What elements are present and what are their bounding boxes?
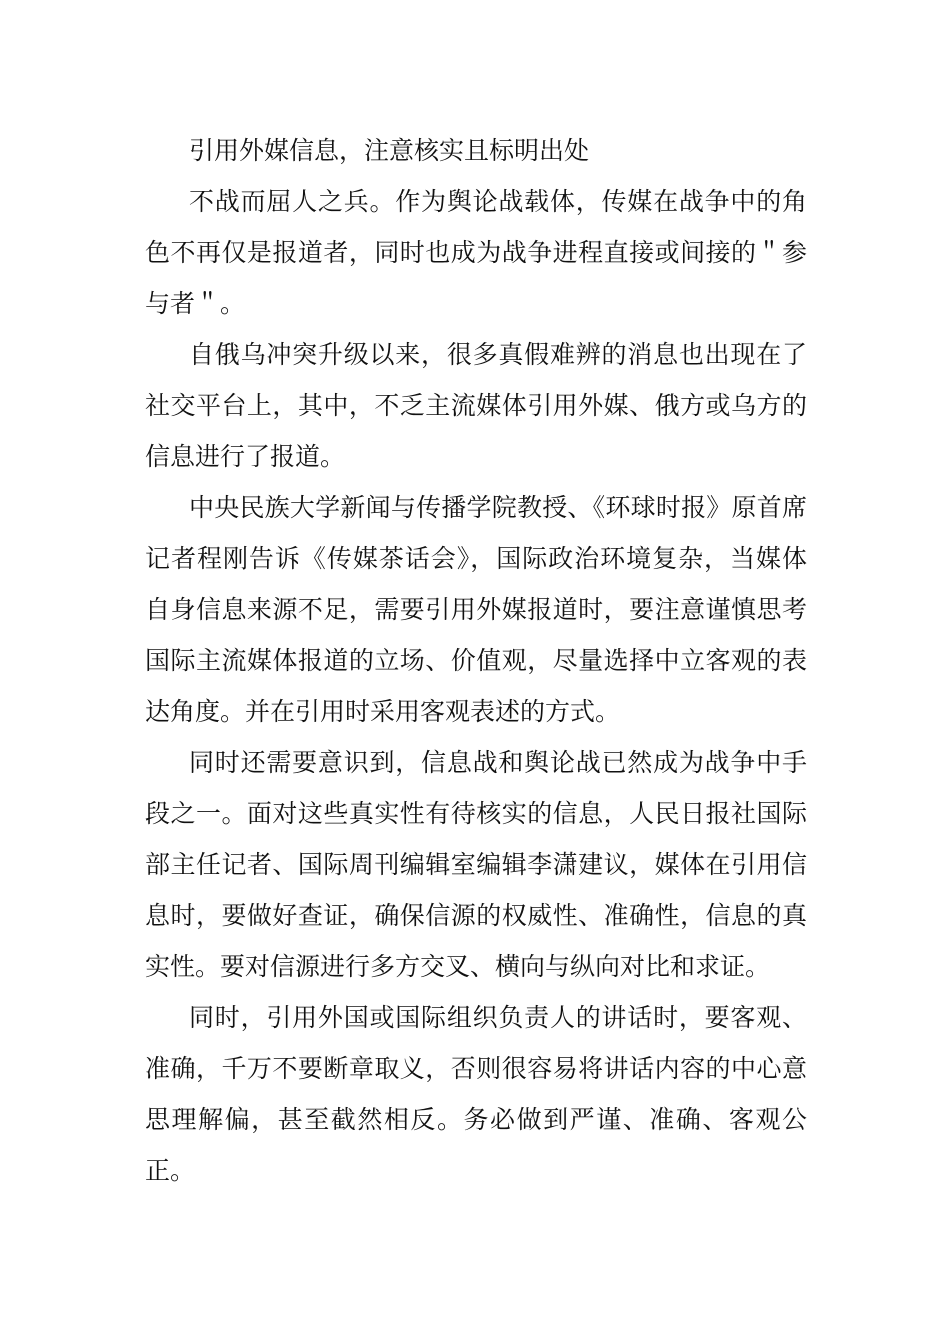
paragraph-5: 同时，引用外国或国际组织负责人的讲话时，要客观、准确，千万不要断章取义，否则很容易将讲话内容的中心意思理解偏，甚至截然相反。务必做到严谨、准确、客观公正。 [145, 1003, 807, 1185]
paragraph-2: 自俄乌冲突升级以来，很多真假难辨的消息也出现在了社交平台上，其中，不乏主流媒体引用外媒、俄方或乌方的信息进行了报道。 [145, 340, 807, 471]
document-body [145, 125, 807, 1196]
paragraph-3: 中央民族大学新闻与传播学院教授、《环球时报》原首席记者程刚告诉《传媒茶话会》，国际政治环境复杂，当媒体自身信息来源不足，需要引用外媒报道时，要注意谨慎思考国际主流媒体报道的立场、价值观，尽量选择中立客观的表达角度。并在引用时采用客观表述的方式。 [145, 493, 807, 726]
paragraph-1: 不战而屈人之兵。作为舆论战载体，传媒在战争中的角色不再仅是报道者，同时也成为战争进程直接或间接的＂参与者＂。 [145, 187, 807, 318]
paragraph-4: 同时还需要意识到，信息战和舆论战已然成为战争中手段之一。面对这些真实性有待核实的信息，人民日报社国际部主任记者、国际周刊编辑室编辑李潇建议，媒体在引用信息时，要做好查证，确保信源的权威性、准确性，信息的真实性。要对信源进行多方交叉、横向与纵向对比和求证。 [145, 748, 807, 981]
section-heading: 引用外媒信息，注意核实且标明出处 [189, 136, 590, 165]
